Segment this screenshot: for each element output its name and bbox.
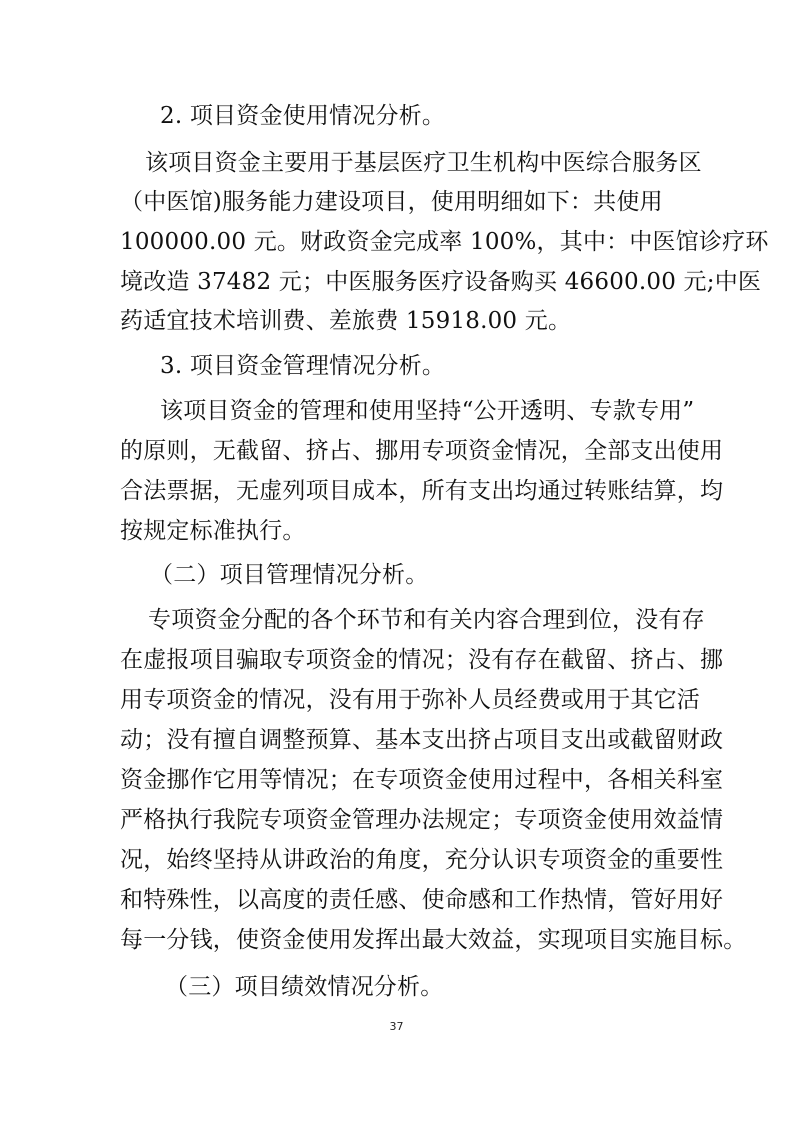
paragraph-line: 用专项资金的情况，没有用于弥补人员经费或用于其它活 xyxy=(120,687,700,713)
paragraph-line: 境改造 37482 元；中医服务医疗设备购买 46600.00 元;中医 xyxy=(120,269,762,295)
paragraph-line: 该项目资金主要用于基层医疗卫生机构中医综合服务区 xyxy=(145,150,702,176)
paragraph-line: 每一分钱，使资金使用发挥出最大效益，实现项目实施目标。 xyxy=(120,927,747,953)
heading-fund-management: 3. 项目资金管理情况分析。 xyxy=(160,353,446,379)
heading-fund-usage: 2. 项目资金使用情况分析。 xyxy=(160,103,446,129)
paragraph-line: （中医馆)服务能力建设项目，使用明细如下：共使用 xyxy=(120,189,663,215)
paragraph-line: 和特殊性，以高度的责任感、使命感和工作热情，管好用好 xyxy=(120,887,724,913)
paragraph-line: 的原则，无截留、挤占、挪用专项资金情况，全部支出使用 xyxy=(120,438,724,464)
paragraph-line: 药适宜技术培训费、差旅费 15918.00 元。 xyxy=(120,308,572,334)
paragraph-line: 在虚报项目骗取专项资金的情况；没有存在截留、挤占、挪 xyxy=(120,647,724,673)
page-number: 37 xyxy=(389,1020,404,1033)
paragraph-line: 资金挪作它用等情况；在专项资金使用过程中，各相关科室 xyxy=(120,767,724,793)
paragraph-line: 严格执行我院专项资金管理办法规定；专项资金使用效益情 xyxy=(120,807,724,833)
paragraph-line: 专项资金分配的各个环节和有关内容合理到位，没有存 xyxy=(148,607,705,633)
heading-project-management: （二）项目管理情况分析。 xyxy=(150,562,429,588)
paragraph-line: 该项目资金的管理和使用坚持“公开透明、专款专用” xyxy=(160,398,695,424)
paragraph-line: 按规定标准执行。 xyxy=(120,518,306,544)
paragraph-line: 况，始终坚持从讲政治的角度，充分认识专项资金的重要性 xyxy=(120,847,724,873)
paragraph-line: 合法票据，无虚列项目成本，所有支出均通过转账结算，均 xyxy=(120,478,724,504)
paragraph-line: 100000.00 元。财政资金完成率 100%，其中：中医馆诊疗环 xyxy=(120,229,769,255)
heading-performance: （三）项目绩效情况分析。 xyxy=(165,974,444,1000)
paragraph-line: 动；没有擅自调整预算、基本支出挤占项目支出或截留财政 xyxy=(120,727,724,753)
